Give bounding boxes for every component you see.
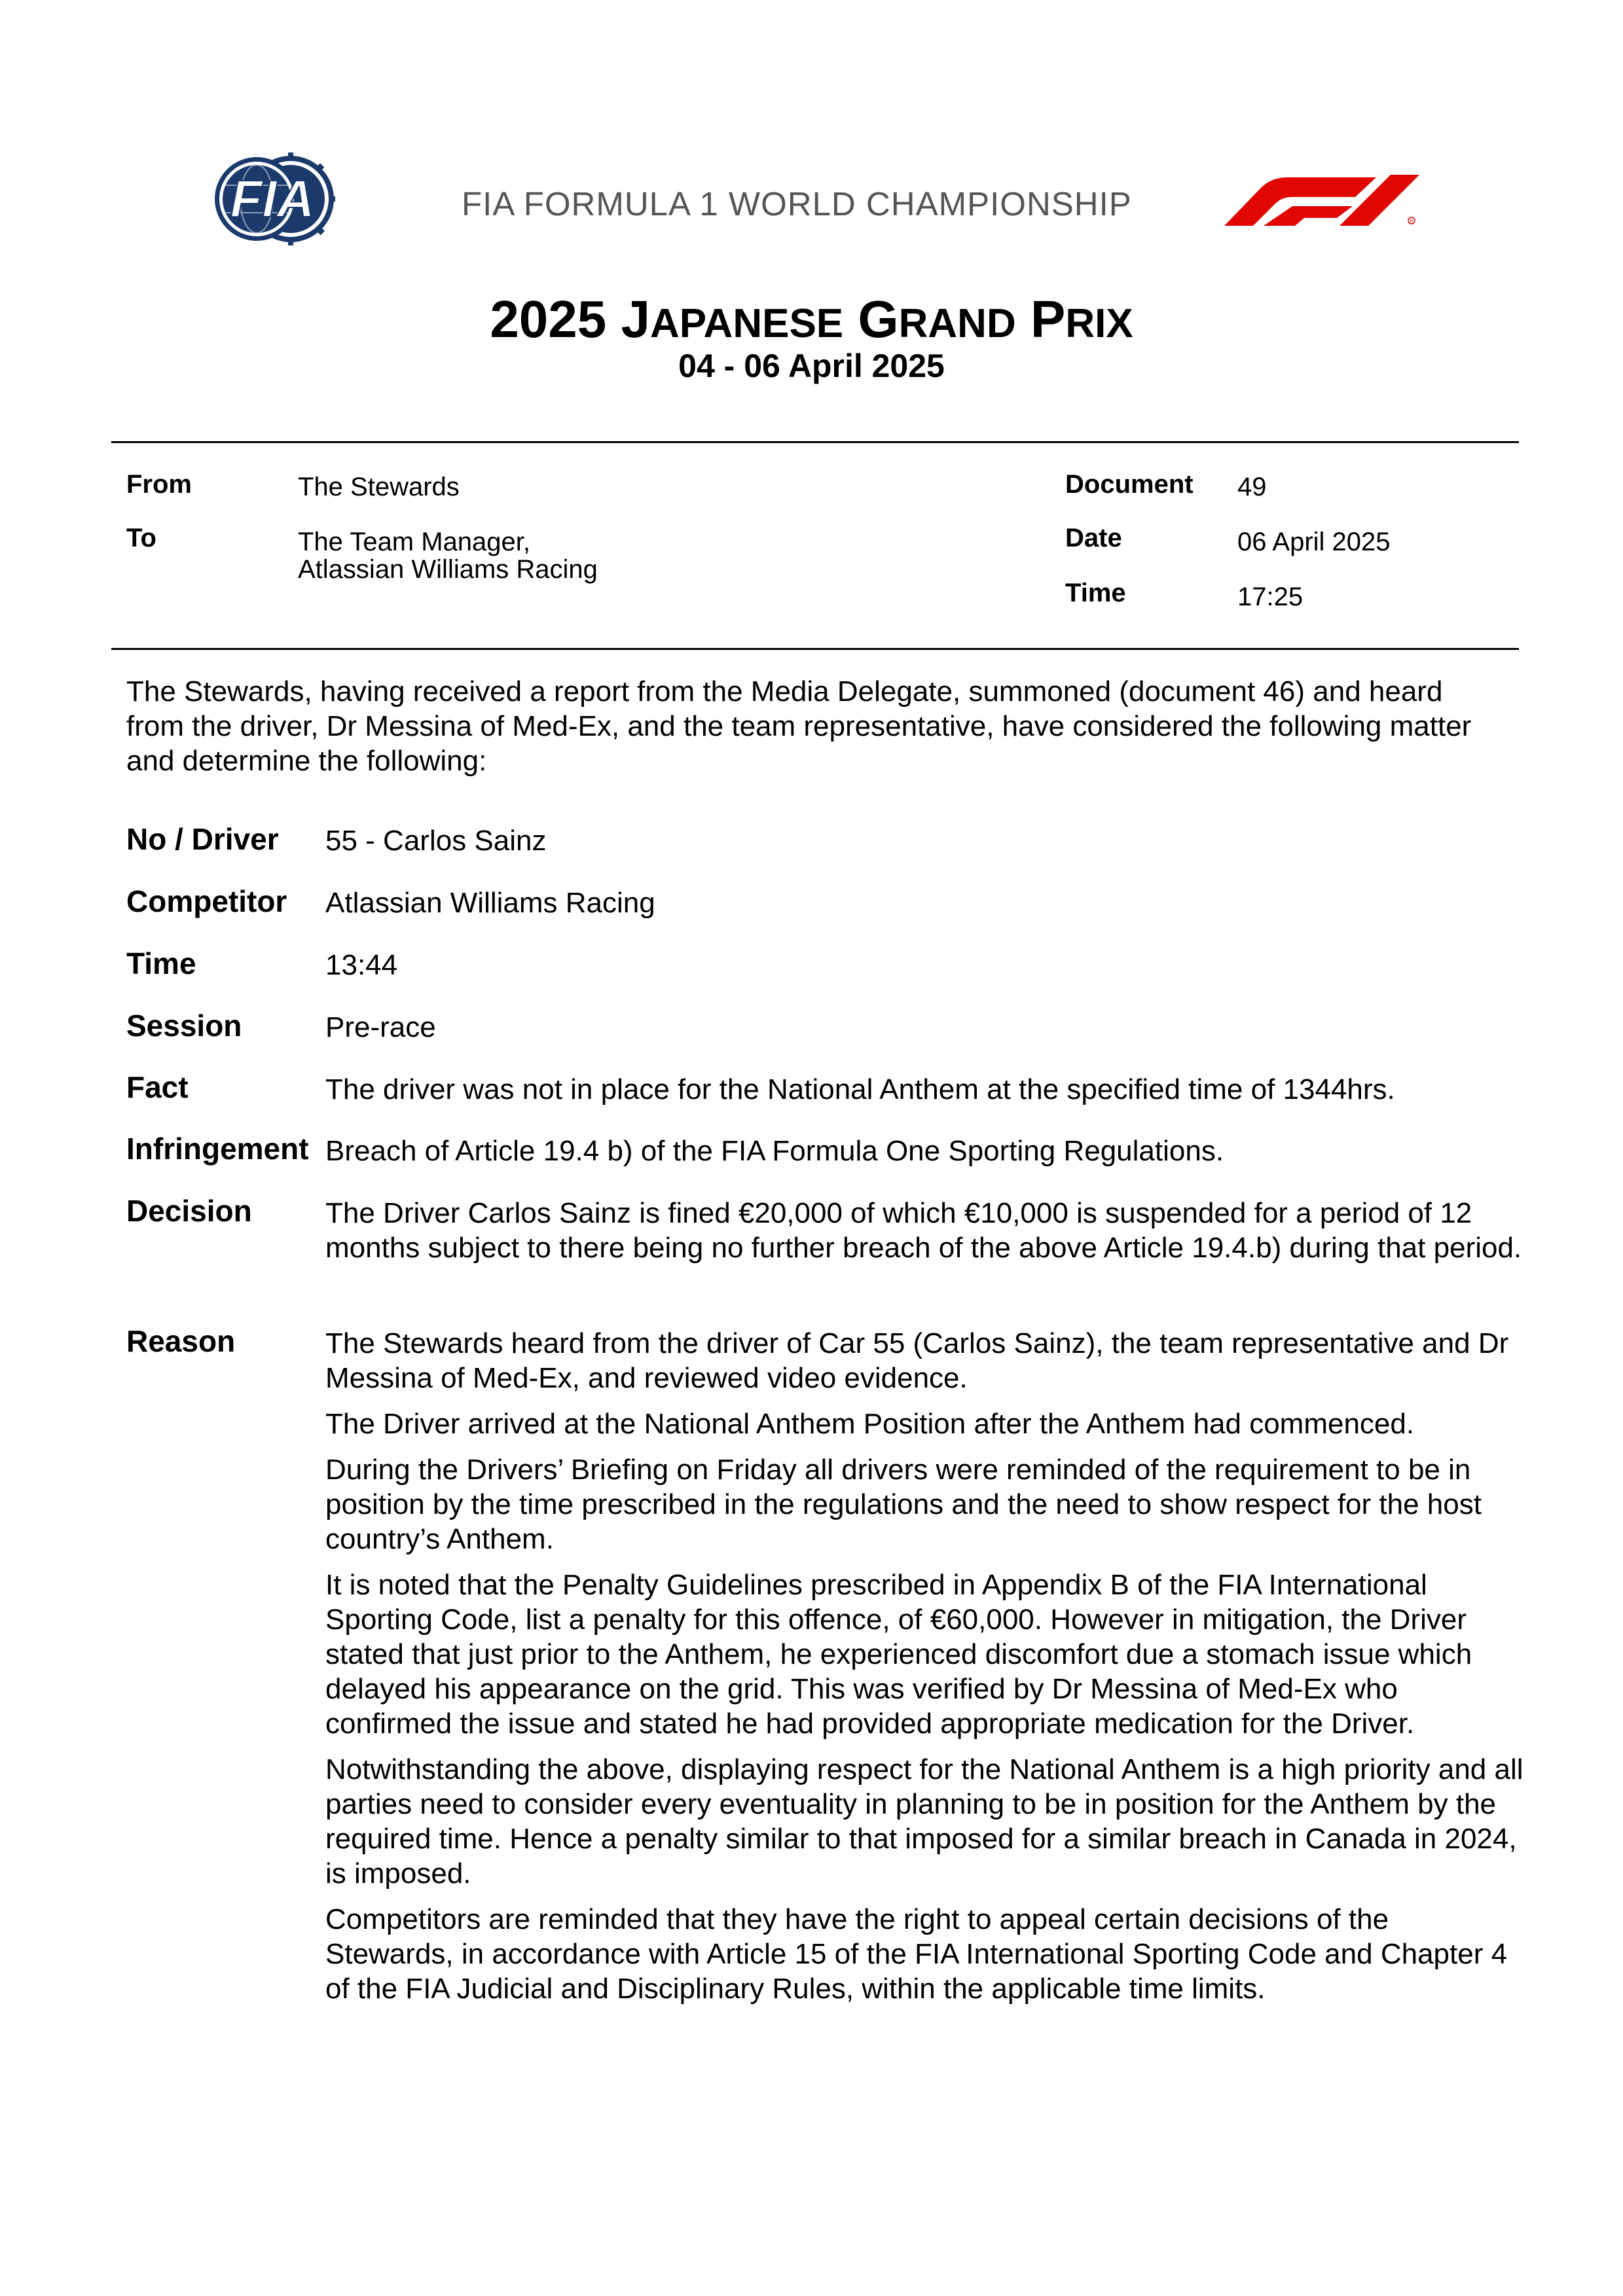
time-field-value: 13:44 — [325, 949, 398, 981]
reason-label: Reason — [126, 1324, 236, 1358]
reason-paragraph: The Driver arrived at the National Anthem Position after the Anthem had commenced. — [325, 1408, 1415, 1440]
infringement-value: Breach of Article 19.4 b) of the FIA Formula One Sporting Regulations. — [325, 1135, 1224, 1167]
event-dates: 04 - 06 April 2025 — [678, 348, 945, 384]
to-value-line1: The Team Manager, — [298, 528, 531, 556]
document-value: 49 — [1237, 473, 1267, 501]
time-field-label: Time — [126, 946, 196, 980]
session-label: Session — [126, 1009, 242, 1043]
driver-label: No / Driver — [126, 822, 279, 856]
fia-logo — [207, 152, 347, 245]
competitor-label: Competitor — [126, 884, 287, 918]
reason-body — [325, 1326, 1523, 2017]
date-value: 06 April 2025 — [1237, 528, 1391, 556]
reason-paragraph: Competitors are reminded that they have the right to appeal certain decisions of the Stewards, in accordance with Article 15 of the FIA International Sporting Code and Chapter 4 of the FIA Judicial and Disciplinary Rules, within the applicable time limits. — [325, 1903, 1508, 2005]
time-value: 17:25 — [1237, 583, 1304, 611]
reason-paragraph: It is noted that the Penalty Guidelines prescribed in Appendix B of the FIA International Sporting Code, list a penalty for this offence, of €60,000. However in mitigation, the Driver stated that just prior to the Anthem, he experienced discomfort due a stomach issue which delayed his appearance on the grid. This was verified by Dr Messina of Med-Ex who confirmed the issue and stated he had provided appropriate medication for the Driver. — [325, 1569, 1472, 1740]
competitor-value: Atlassian Williams Racing — [325, 887, 655, 919]
from-value: The Stewards — [298, 473, 460, 501]
reason-paragraph: The Stewards heard from the driver of Car 55 (Carlos Sainz), the team representative and Dr Messina of Med-Ex, and reviewed video evidence. — [325, 1327, 1509, 1394]
reason-paragraph: During the Drivers’ Briefing on Friday all drivers were reminded of the requirement to be in position by the time prescribed in the regulations and the need to show respect for the host country’s Anthem. — [325, 1454, 1482, 1555]
divider-bottom — [111, 648, 1519, 650]
intro-paragraph: The Stewards, having received a report from the Media Delegate, summoned (document 46) and heard from the driver, Dr Messina of Med-Ex, and the team representative, have considered the following matter and determine the following: — [126, 675, 1472, 777]
event-title: 2025 JAPANESE GRAND PRIX — [490, 290, 1133, 348]
fact-label: Fact — [126, 1070, 189, 1104]
f1-logo-icon — [1224, 173, 1421, 226]
championship-title: FIA FORMULA 1 WORLD CHAMPIONSHIP — [462, 185, 1132, 223]
reason-paragraph: Notwithstanding the above, displaying respect for the National Anthem is a high priority and all parties need to consider every eventuality in planning to be in position for the Anthem by the required time. Hence a penalty similar to that imposed for a similar breach in Canada in 2024, is imposed. — [325, 1753, 1523, 1890]
time-label: Time — [1065, 579, 1126, 607]
date-label: Date — [1065, 524, 1122, 552]
divider-top — [111, 441, 1519, 443]
to-value-line2: Atlassian Williams Racing — [298, 555, 598, 584]
document-label: Document — [1065, 470, 1194, 499]
to-label: To — [126, 524, 156, 552]
svg-text:R: R — [1410, 219, 1413, 224]
from-label: From — [126, 470, 192, 499]
fact-value: The driver was not in place for the National Anthem at the specified time of 1344hrs. — [325, 1073, 1395, 1105]
session-value: Pre-race — [325, 1011, 436, 1043]
driver-value: 55 - Carlos Sainz — [325, 825, 547, 857]
decision-label: Decision — [126, 1194, 252, 1228]
infringement-label: Infringement — [126, 1132, 309, 1166]
decision-value: The Driver Carlos Sainz is fined €20,000 of which €10,000 is suspended for a period of 12 months subject to there being no further breach of the above Article 19.4.b) during that period. — [325, 1197, 1522, 1264]
svg-text:FIA: FIA — [230, 170, 315, 228]
